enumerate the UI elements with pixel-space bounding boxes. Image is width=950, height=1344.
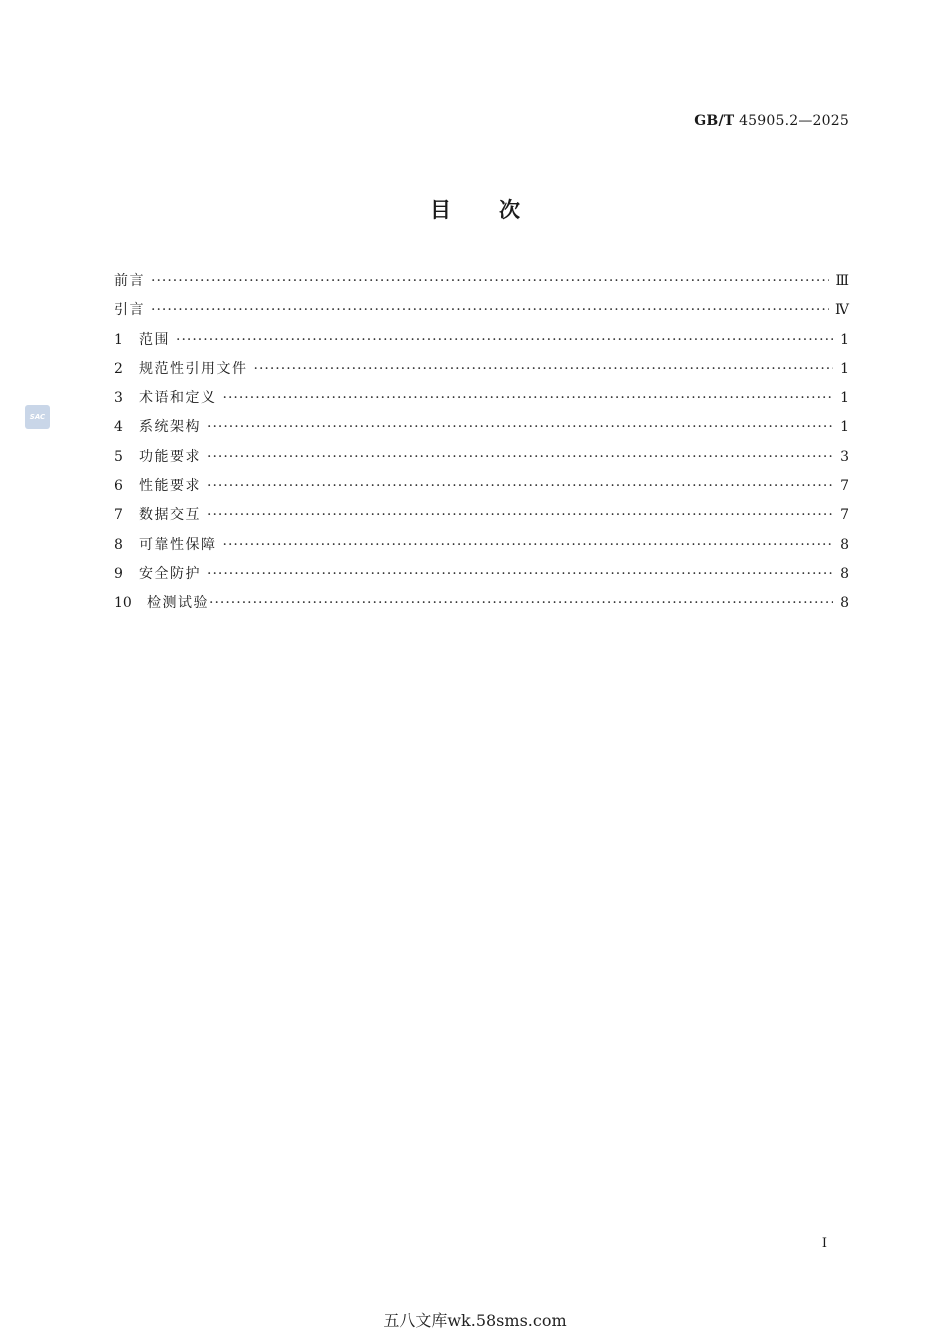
toc-entry-page: Ⅳ [835, 302, 849, 319]
toc-entry-number: 3 [114, 390, 123, 407]
toc-entry-label: 范围 [139, 331, 170, 348]
sac-logo-icon [25, 405, 50, 429]
toc-entry-page: 1 [840, 390, 849, 407]
toc-entry-label: 数据交互 [139, 507, 201, 524]
toc-entry-page: 7 [840, 478, 849, 495]
toc-leader-dots [207, 478, 833, 494]
toc-entry-number: 8 [114, 536, 123, 553]
page-number: I [821, 1236, 827, 1251]
toc-leader-dots [151, 273, 829, 289]
toc-leader-dots [223, 390, 834, 406]
toc-entry-page: 1 [840, 419, 849, 436]
toc-entry-label: 前言 [114, 273, 145, 289]
toc-entry-number: 2 [114, 360, 123, 377]
toc-entry-10[interactable] [114, 592, 849, 621]
toc-entry-3[interactable] [114, 387, 849, 416]
toc-leader-dots [207, 507, 833, 523]
toc-entry-label: 功能要求 [139, 448, 201, 465]
standard-code [694, 113, 849, 129]
toc-leader-dots [223, 537, 834, 553]
toc-leader-dots [207, 419, 833, 435]
toc-entry-label: 检测试验 [147, 595, 209, 612]
toc-leader-dots [207, 566, 833, 582]
toc-entry-4[interactable] [114, 416, 849, 445]
toc-entry-page: 1 [840, 331, 849, 348]
toc-entry-page: Ⅲ [835, 273, 849, 289]
sac-logo-text: SAC [29, 413, 46, 421]
standard-code-prefix: GB/T [694, 113, 735, 129]
toc-leader-dots [176, 332, 833, 348]
toc-entry-label: 系统架构 [139, 419, 201, 436]
toc-entry-number: 7 [114, 507, 123, 524]
toc-leader-dots [151, 302, 829, 318]
toc-entry-page: 1 [840, 360, 849, 377]
toc-entry-8[interactable] [114, 534, 849, 563]
toc-entry-label: 安全防护 [139, 565, 201, 582]
toc-entry-number: 4 [114, 419, 123, 436]
watermark-text: 五八文库wk.58sms.com [383, 1311, 567, 1330]
toc-leader-dots [207, 449, 833, 465]
toc-leader-dots [254, 361, 834, 377]
toc-entry-introduction[interactable] [114, 299, 849, 328]
toc-entry-label: 规范性引用文件 [139, 360, 248, 377]
toc-entry-number: 10 [114, 595, 132, 612]
toc-entry-label: 术语和定义 [139, 390, 217, 407]
toc-entry-page: 8 [840, 565, 849, 582]
standard-code-number: 45905.2—2025 [739, 113, 849, 129]
toc-entry-page: 8 [840, 536, 849, 553]
toc-entry-number: 9 [114, 565, 123, 582]
toc-entry-page: 3 [840, 448, 849, 465]
toc-entry-page: 8 [840, 595, 849, 612]
toc-entry-number: 6 [114, 478, 123, 495]
toc-entry-6[interactable] [114, 475, 849, 504]
toc-entry-page: 7 [840, 507, 849, 524]
toc-entry-2[interactable] [114, 358, 849, 387]
toc-entry-label: 性能要求 [139, 478, 201, 495]
toc-leader-dots [209, 595, 833, 611]
toc-entry-label: 可靠性保障 [139, 536, 217, 553]
toc-entry-9[interactable] [114, 563, 849, 592]
toc-entry-1[interactable] [114, 329, 849, 358]
toc-title: 目次 [430, 198, 568, 222]
toc-entry-label: 引言 [114, 302, 145, 319]
toc-entry-foreword[interactable] [114, 270, 849, 299]
toc-entry-number: 5 [114, 448, 123, 465]
toc-entry-7[interactable] [114, 504, 849, 533]
toc-entry-5[interactable] [114, 446, 849, 475]
toc-entry-number: 1 [114, 331, 123, 348]
table-of-contents [114, 270, 849, 622]
